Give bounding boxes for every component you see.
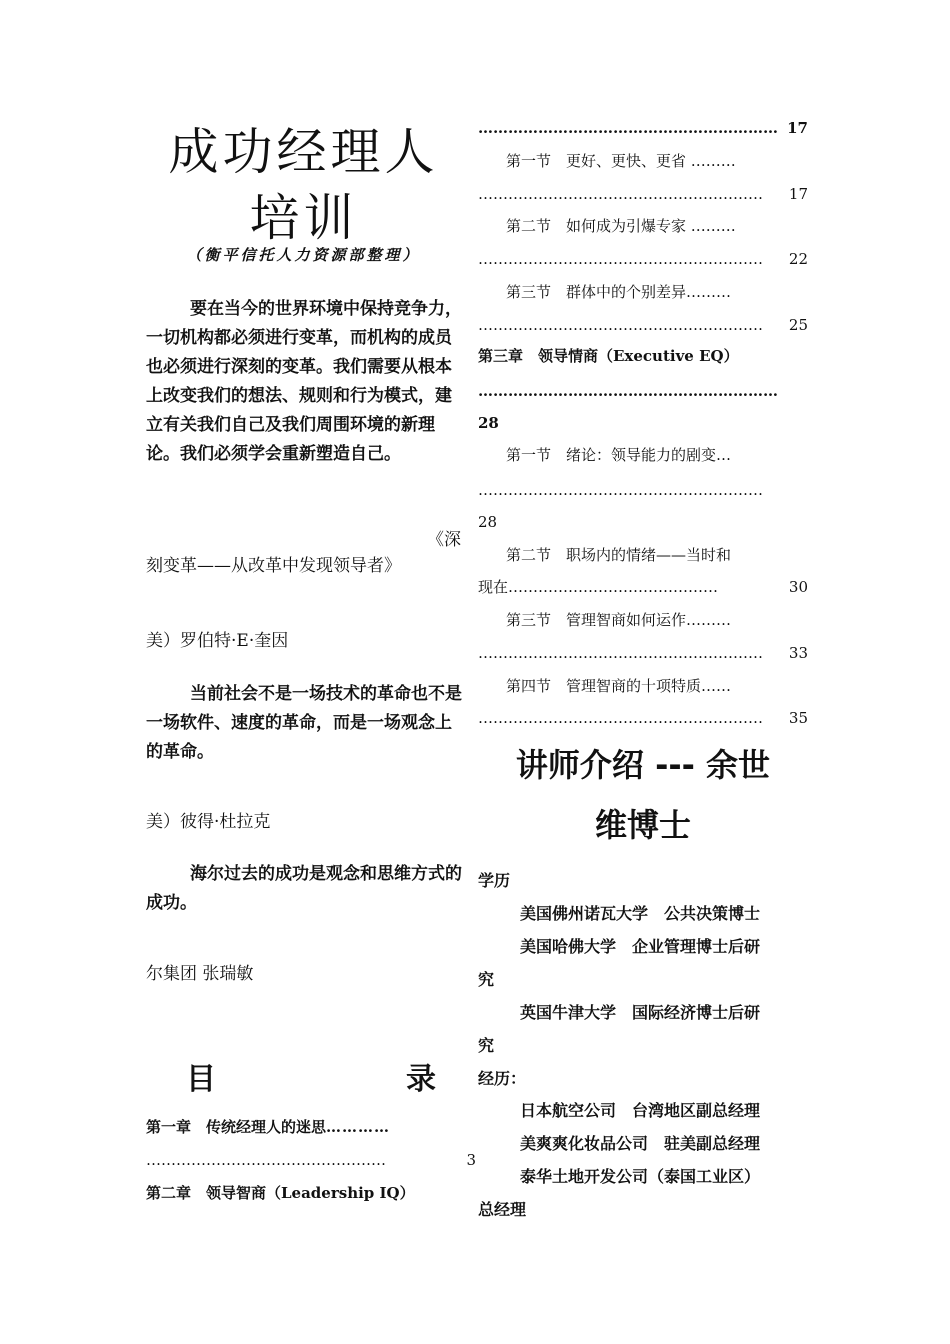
experience-item: 总经理 [478,1200,527,1219]
quote-1-source-start: 《深 [427,530,461,550]
experience-item: 日本航空公司 台湾地区副总经理 [520,1101,761,1120]
toc-row-text: ………………………………………………… [478,250,763,268]
toc-row-text: ………………………………………………… [478,644,763,662]
quote-2-author: 美）彼得·杜拉克 [146,812,271,832]
toc-row[interactable] [478,413,808,433]
education-item: 究 [478,970,495,989]
toc-row-text: 第二节 如何成为引爆专家 ……… [506,217,736,235]
education-item: 美国哈佛大学 企业管理博士后研 [520,937,761,956]
experience-item: 泰华土地开发公司（泰国工业区） [520,1167,761,1186]
toc-row-text: 第一节 更好、更快、更省 ……… [506,152,736,170]
toc-row[interactable] [478,282,836,302]
toc-row-page: 30 [788,578,808,596]
toc-chapter-1-dots-row [146,1150,476,1170]
toc-row-page: 17 [788,185,808,203]
quote-1-author: 美）罗伯特·E·奎因 [146,631,289,651]
quote-3: 海尔过去的成功是观念和思维方式的成功。 [146,864,462,913]
toc-row[interactable] [478,118,808,138]
title-line-2: 培训 [249,189,358,247]
toc-row[interactable] [478,216,836,236]
toc-row-page: 25 [788,316,808,334]
toc-row-text: ………………………………………………… [478,481,763,499]
toc-row-text: 28 [478,414,499,432]
toc-row-page: 35 [788,709,808,727]
toc-row[interactable] [478,512,808,532]
toc-row-text: ………………………………………………… [478,316,763,334]
education-item: 英国牛津大学 国际经济博士后研 [520,1003,761,1022]
toc-chapter-2[interactable]: 第二章 领导智商（Leadership IQ） [146,1184,415,1202]
toc-row-text: 第四节 管理智商的十项特质…… [506,677,732,695]
subtitle: （衡平信托人力资源部整理） [186,246,421,264]
toc-chapter-1[interactable] [146,1117,390,1137]
toc-row-text: 第三节 管理智商如何运作……… [506,611,732,629]
quote-1-source: 刻变革——从改革中发现领导者》 [146,556,401,576]
toc-row[interactable] [478,610,836,630]
quote-2: 当前社会不是一场技术的革命也不是一场软件、速度的革命，而是一场观念上的革命。 [146,684,462,762]
toc-row[interactable] [478,315,808,335]
toc-row-text: 第二节 职场内的情绪——当时和 [506,546,732,564]
left-column [146,0,476,1344]
toc-row[interactable] [478,676,836,696]
lecturer-heading-line-1: 讲师介绍 --- 余世 [515,746,771,784]
toc-row[interactable] [478,545,836,565]
toc-row-text: ………………………………………………… [478,709,763,727]
toc-row-text: …………………………………………………… [478,119,778,137]
toc-row-text: 28 [478,513,498,531]
toc-row-page: 17 [787,119,808,137]
quote-1: 要在当今的世界环境中保持竞争力，一切机构都必须进行变革，而机构的成员也必须进行深刻的变革。我们需要从根本上改变我们的想法、规则和行为模式，建立有关我们自己及我们周围环境的新理论。我们必须学会重新塑造自己。 [146,299,462,464]
quote-3-author: 尔集团 张瑞敏 [146,964,254,984]
toc-row-page: 33 [788,644,808,662]
toc-row[interactable] [478,184,808,204]
education-item: 美国佛州诺瓦大学 公共决策博士 [520,904,761,923]
toc-chapter-1-leader-2: ………………………………………… [146,1151,386,1169]
toc-heading-part-1: 目 [186,1062,216,1097]
toc-row-text: 第三节 群体中的个别差异……… [506,283,732,301]
right-column [478,0,808,1344]
toc-row-text: 现在…………………………………… [478,578,719,596]
toc-row-text: 第三章 领导情商（Executive EQ） [478,347,739,365]
education-item: 究 [478,1036,495,1055]
toc-row[interactable] [478,346,808,366]
lecturer-heading-line-2: 维博士 [594,806,691,844]
toc-heading [186,1054,436,1098]
experience-label: 经历： [478,1069,527,1088]
toc-row-text: 第一节 绪论：领导能力的剧变… [506,446,732,464]
toc-heading-part-2: 录 [406,1062,436,1097]
toc-row-page: 22 [788,250,808,268]
toc-row[interactable] [478,445,836,465]
experience-item: 美爽爽化妆品公司 驻美副总经理 [520,1134,761,1153]
toc-row[interactable] [478,480,808,500]
toc-row-text: …………………………………………………… [478,382,778,400]
title-line-1: 成功经理人 [168,123,439,181]
toc-row[interactable] [478,381,808,401]
toc-row[interactable] [478,577,808,597]
toc-row[interactable] [478,643,808,663]
toc-row[interactable] [478,708,808,728]
toc-row[interactable] [478,249,808,269]
toc-chapter-1-page: 3 [466,1151,476,1169]
toc-row-text: ………………………………………………… [478,185,763,203]
education-label: 学历 [478,871,511,890]
toc-chapter-1-title: 第一章 传统经理人的迷思 [146,1118,327,1136]
toc-row[interactable] [478,151,836,171]
toc-chapter-1-leader: ………… [326,1118,391,1136]
